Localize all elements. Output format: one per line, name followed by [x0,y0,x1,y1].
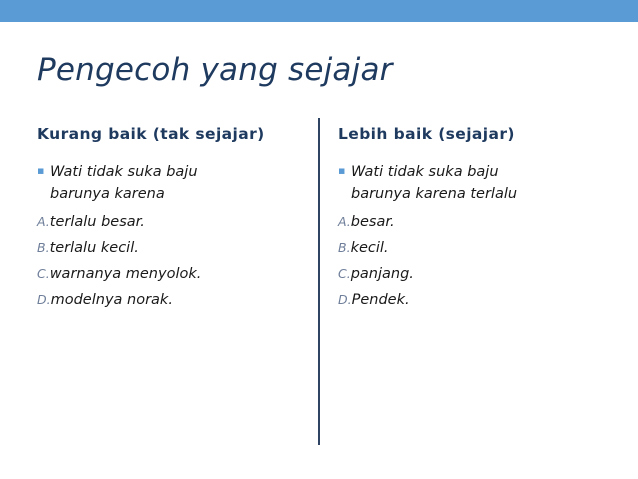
left-options [37,209,317,313]
option-letter: A. [37,214,50,229]
left-stem-line1: Wati tidak suka baju [50,164,198,180]
left-stem-line2: barunya karena [50,186,165,202]
option-text: besar. [350,214,395,230]
option-letter: B. [37,240,50,255]
column-divider [318,118,320,445]
right-heading: Lebih baik (sejajar) [338,125,515,143]
right-stem-line1: Wati tidak suka baju [351,164,499,180]
top-accent-bar [0,0,638,22]
option-text: modelnya norak. [50,292,173,308]
option-letter: D. [338,292,352,307]
left-option-d [37,287,317,313]
right-stem-line2: barunya karena terlalu [351,186,518,202]
left-heading: Kurang baik (tak sejajar) [37,125,265,143]
option-text: kecil. [350,240,389,256]
left-option-c [37,261,317,287]
right-option-c [338,261,618,287]
right-options [338,209,618,313]
slide-title: Pengecoh yang sejajar [37,52,393,88]
option-text: warnanya menyolok. [49,266,202,282]
right-option-d [338,287,618,313]
option-letter: C. [37,266,50,281]
option-text: terlalu kecil. [49,240,139,256]
left-stem [37,161,317,205]
right-stem [338,161,618,205]
option-text: panjang. [350,266,414,282]
option-letter: D. [37,292,51,307]
option-text: terlalu besar. [49,214,145,230]
right-option-b [338,235,618,261]
option-letter: B. [338,240,351,255]
option-letter: C. [338,266,351,281]
option-letter: A. [338,214,351,229]
right-column [338,125,618,313]
bullet-dot-icon: ▪ [37,164,45,177]
left-option-b [37,235,317,261]
left-option-a [37,209,317,235]
option-text: Pendek. [351,292,410,308]
left-column [37,125,317,313]
bullet-dot-icon: ▪ [338,164,346,177]
right-option-a [338,209,618,235]
